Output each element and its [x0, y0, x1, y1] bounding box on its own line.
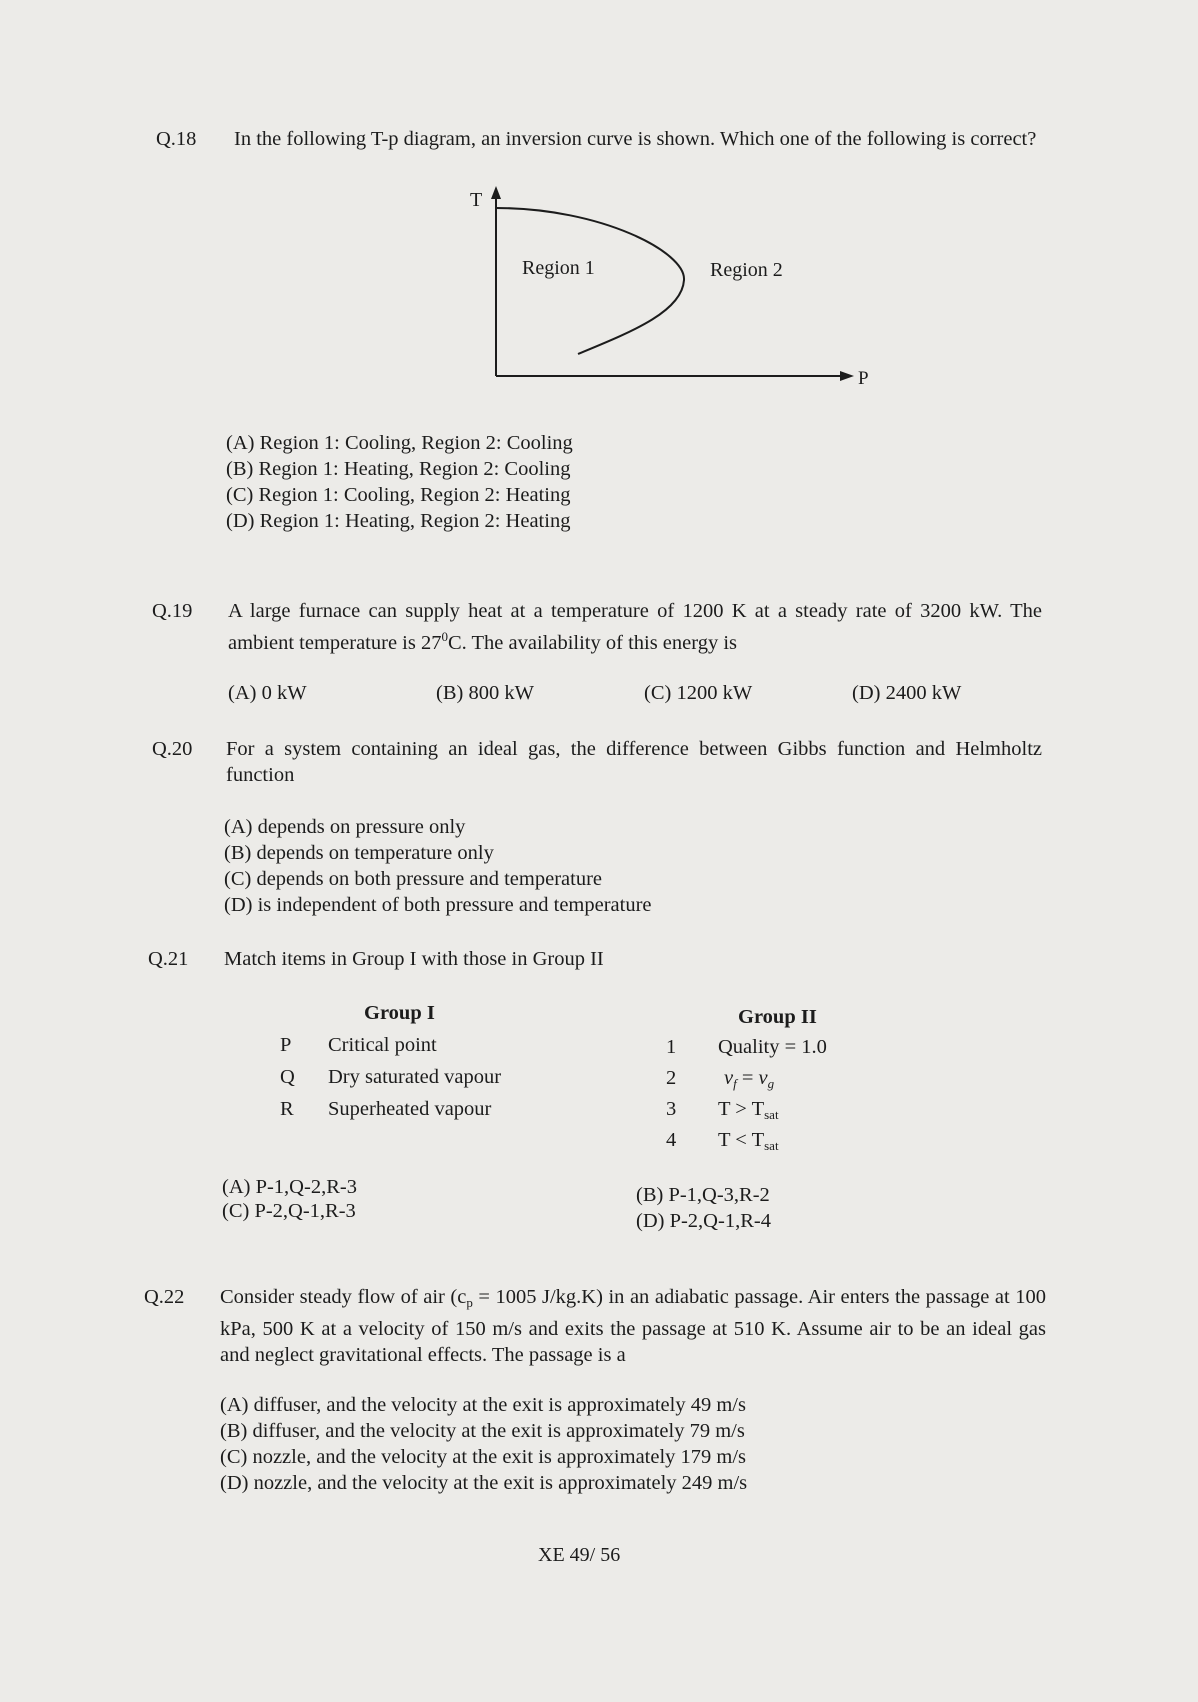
option-d[interactable]: (D) nozzle, and the velocity at the exit is approximately 249 m/s: [220, 1472, 748, 1494]
question-number: Q.20: [152, 738, 193, 760]
group-1-item: R Superheated vapour: [280, 1098, 492, 1120]
x-axis-arrow-icon: [840, 371, 854, 381]
option-d[interactable]: (D) Region 1: Heating, Region 2: Heating: [226, 510, 571, 532]
option-c[interactable]: (C) P-2,Q-1,R-3: [222, 1200, 356, 1222]
group-2-item: 2 $v_f = v_g$: [666, 1067, 775, 1091]
option-d[interactable]: (D) P-2,Q-1,R-4: [636, 1210, 771, 1232]
option-a[interactable]: (A) Region 1: Cooling, Region 2: Cooling: [226, 432, 573, 454]
options-list: [220, 1392, 747, 1496]
question-number: Q.19: [152, 600, 193, 622]
group-2-item: 4 $T < T_{sat}$: [666, 1129, 779, 1153]
option-a[interactable]: (A) depends on pressure only: [224, 816, 466, 838]
y-axis-arrow-icon: [491, 186, 501, 199]
group-2-item: 1 Quality = 1.0: [666, 1036, 827, 1058]
option-c[interactable]: (C) depends on both pressure and temperature: [224, 868, 602, 890]
group-2-list: [666, 1034, 916, 1158]
page-number: XE 49/ 56: [538, 1544, 621, 1566]
group-1-item: P Critical point: [280, 1034, 437, 1056]
option-a[interactable]: (A) diffuser, and the velocity at the exit is approximately 49 m/s: [220, 1394, 746, 1416]
x-axis-label: P: [858, 368, 869, 389]
group-2-item: 3 $T > T_{sat}$: [666, 1098, 779, 1122]
group-1-list: [280, 1032, 540, 1128]
region-1-label: Region 1: [522, 257, 595, 279]
question-number: Q.22: [144, 1286, 185, 1308]
group-1-item: Q Dry saturated vapour: [280, 1066, 502, 1088]
question-text: In the following T-p diagram, an inversion curve is shown. Which one of the following is correct?: [234, 128, 1037, 150]
question-number: Q.18: [156, 128, 197, 150]
question-22: [144, 1284, 1054, 1504]
question-text: For a system containing an ideal gas, the difference between Gibbs function and Helmholtz function: [226, 738, 1042, 786]
region-2-label: Region 2: [710, 259, 783, 281]
question-20: [152, 736, 1052, 926]
y-axis-label: T: [470, 189, 483, 211]
question-text: A large furnace can supply heat at a temperature of 1200 K at a steady rate of 3200 kW. The ambient temperature is $27^0C$. The availability of this energy is: [228, 600, 1042, 654]
option-b[interactable]: (B) Region 1: Heating, Region 2: Cooling: [226, 458, 571, 480]
option-a[interactable]: (A) P-1,Q-2,R-3: [222, 1176, 357, 1198]
question-number: Q.21: [148, 948, 189, 970]
option-b[interactable]: (B) 800 kW: [436, 682, 534, 704]
question-18: [156, 126, 1056, 586]
option-c[interactable]: (C) 1200 kW: [644, 682, 753, 704]
tp-diagram: [456, 182, 916, 412]
option-b[interactable]: (B) diffuser, and the velocity at the exit is approximately 79 m/s: [220, 1420, 745, 1442]
option-b[interactable]: (B) depends on temperature only: [224, 842, 494, 864]
question-19: [152, 598, 1052, 708]
options-list: [224, 814, 652, 918]
question-text: Match items in Group I with those in Group II: [224, 948, 604, 970]
group-1-title: Group I: [364, 1002, 435, 1024]
option-c[interactable]: (C) Region 1: Cooling, Region 2: Heating: [226, 484, 571, 506]
option-c[interactable]: (C) nozzle, and the velocity at the exit is approximately 179 m/s: [220, 1446, 747, 1468]
option-b[interactable]: (B) P-1,Q-3,R-2: [636, 1184, 770, 1206]
question-21: [148, 946, 1048, 1236]
options-list: [226, 430, 573, 534]
option-d[interactable]: (D) is independent of both pressure and temperature: [224, 894, 652, 916]
option-d[interactable]: (D) 2400 kW: [852, 682, 962, 704]
group-2-title: Group II: [738, 1006, 817, 1028]
inversion-curve: [496, 208, 684, 354]
question-text: Consider steady flow of air ($c_p = 1005$ J/kg.K) in an adiabatic passage. Air enters the passage at 100 kPa, 500 K at a velocity of 150 m/s and exits the passage at 510 K. Assume air to be an ideal gas and neglect gravitational effects. The passage is a: [220, 1286, 1046, 1366]
option-a[interactable]: (A) 0 kW: [228, 682, 307, 704]
